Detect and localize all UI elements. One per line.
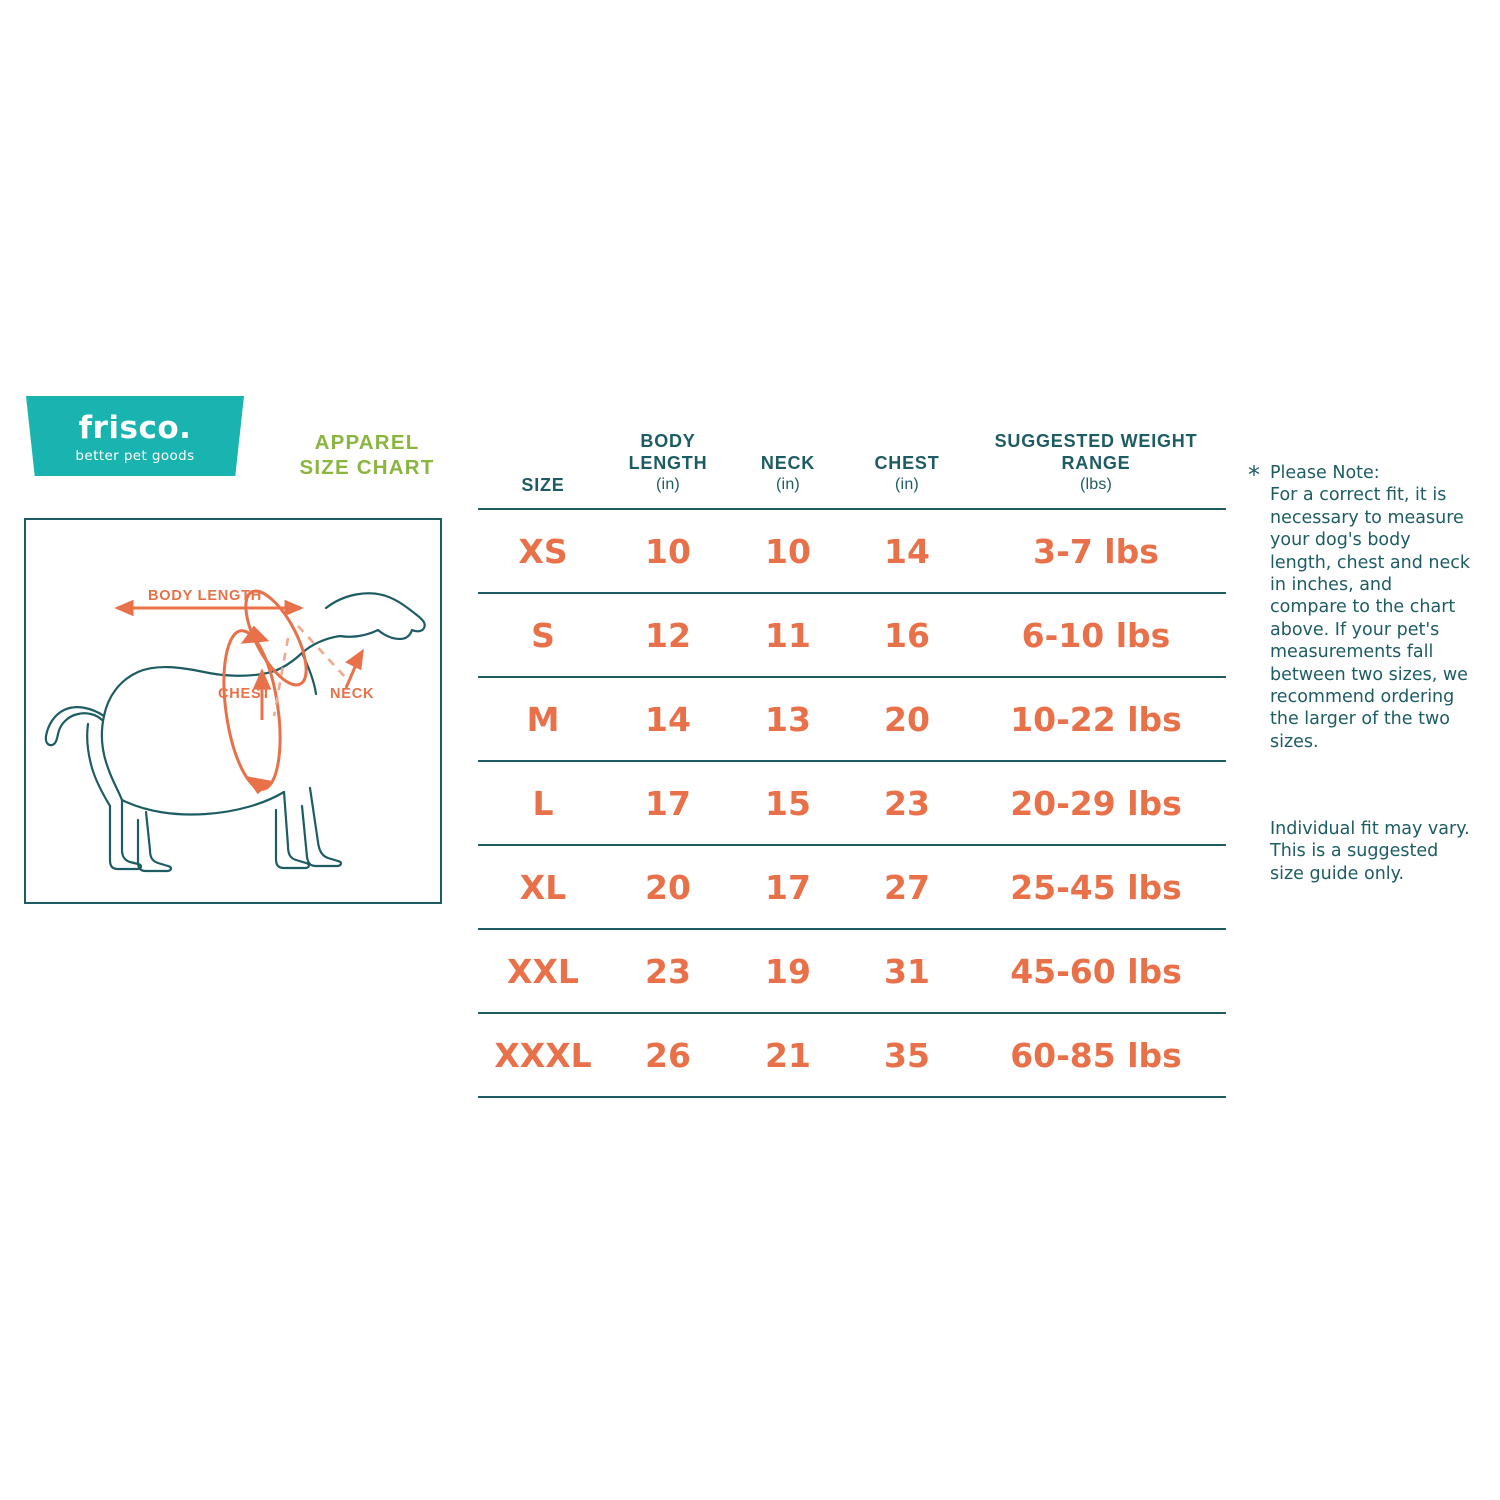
cell-body-length: 26 <box>645 1035 691 1075</box>
cell-size: XXL <box>507 951 579 991</box>
cell-body-length: 14 <box>645 699 691 739</box>
cell-neck: 11 <box>765 615 811 655</box>
column-unit-chest: (in) <box>895 476 919 493</box>
table-row <box>478 594 1226 678</box>
cell-size: L <box>532 783 554 823</box>
cell-chest: 20 <box>884 699 930 739</box>
note-secondary-text: Individual fit may vary. This is a suggested size guide only. <box>1270 819 1470 884</box>
please-note-block <box>1248 461 1471 753</box>
cell-chest: 23 <box>884 783 930 823</box>
column-header-body-length: BODY LENGTH (in) <box>608 430 728 508</box>
cell-weight: 25-45 lbs <box>1010 867 1182 907</box>
cell-body-length: 17 <box>645 783 691 823</box>
table-row <box>478 762 1226 846</box>
asterisk-icon: * <box>1248 461 1260 489</box>
note-title: Please Note: <box>1270 463 1380 483</box>
cell-chest: 16 <box>884 615 930 655</box>
cell-size: S <box>531 615 555 655</box>
cell-size: M <box>526 699 560 739</box>
table-row <box>478 510 1226 594</box>
logo-tagline: better pet goods <box>75 448 195 464</box>
column-header-chest: CHEST (in) <box>848 452 966 508</box>
diagram-label-body-length: BODY LENGTH <box>148 588 263 604</box>
cell-body-length: 10 <box>645 531 691 571</box>
cell-size: XXXL <box>494 1035 592 1075</box>
cell-neck: 19 <box>765 951 811 991</box>
table-header-row <box>478 424 1226 510</box>
column-header-weight: SUGGESTED WEIGHT RANGE (lbs) <box>966 430 1226 508</box>
page-title <box>272 430 462 480</box>
column-unit-weight: (lbs) <box>1079 476 1113 493</box>
frisco-logo <box>26 396 244 476</box>
size-table <box>478 424 1226 1098</box>
dog-measurement-diagram <box>24 518 442 904</box>
cell-neck: 15 <box>765 783 811 823</box>
cell-weight: 6-10 lbs <box>1021 615 1171 655</box>
cell-chest: 14 <box>884 531 930 571</box>
cell-body-length: 20 <box>645 867 691 907</box>
table-row <box>478 846 1226 930</box>
table-row <box>478 930 1226 1014</box>
cell-weight: 10-22 lbs <box>1010 699 1182 739</box>
cell-size: XL <box>519 867 567 907</box>
column-unit-neck: (in) <box>776 476 800 493</box>
cell-weight: 60-85 lbs <box>1010 1035 1182 1075</box>
page-title-line2: SIZE CHART <box>299 456 435 479</box>
cell-neck: 17 <box>765 867 811 907</box>
cell-weight: 45-60 lbs <box>1010 951 1182 991</box>
logo-brand-name: frisco. <box>78 410 192 446</box>
cell-body-length: 12 <box>645 615 691 655</box>
cell-neck: 21 <box>765 1035 811 1075</box>
cell-chest: 27 <box>884 867 930 907</box>
diagram-label-neck: NECK <box>330 686 375 702</box>
cell-body-length: 23 <box>645 951 691 991</box>
column-unit-body-length: (in) <box>656 476 680 493</box>
cell-chest: 35 <box>884 1035 930 1075</box>
diagram-label-chest: CHEST <box>218 686 272 702</box>
table-row <box>478 678 1226 762</box>
cell-neck: 10 <box>765 531 811 571</box>
cell-neck: 13 <box>765 699 811 739</box>
cell-chest: 31 <box>884 951 930 991</box>
cell-weight: 20-29 lbs <box>1010 783 1182 823</box>
table-row <box>478 1014 1226 1098</box>
cell-size: XS <box>518 531 568 571</box>
note-text: For a correct fit, it is necessary to measure your dog's body length, chest and neck in inches, and compare to the chart above. If your pet's measurements fall between two sizes, we recommend ordering the larger of the two sizes. <box>1270 485 1471 752</box>
cell-weight: 3-7 lbs <box>1033 531 1159 571</box>
page-title-line1: APPAREL <box>314 431 420 454</box>
column-header-size: SIZE <box>521 475 565 495</box>
dog-illustration-icon <box>26 520 440 902</box>
column-header-neck: NECK (in) <box>728 452 848 508</box>
